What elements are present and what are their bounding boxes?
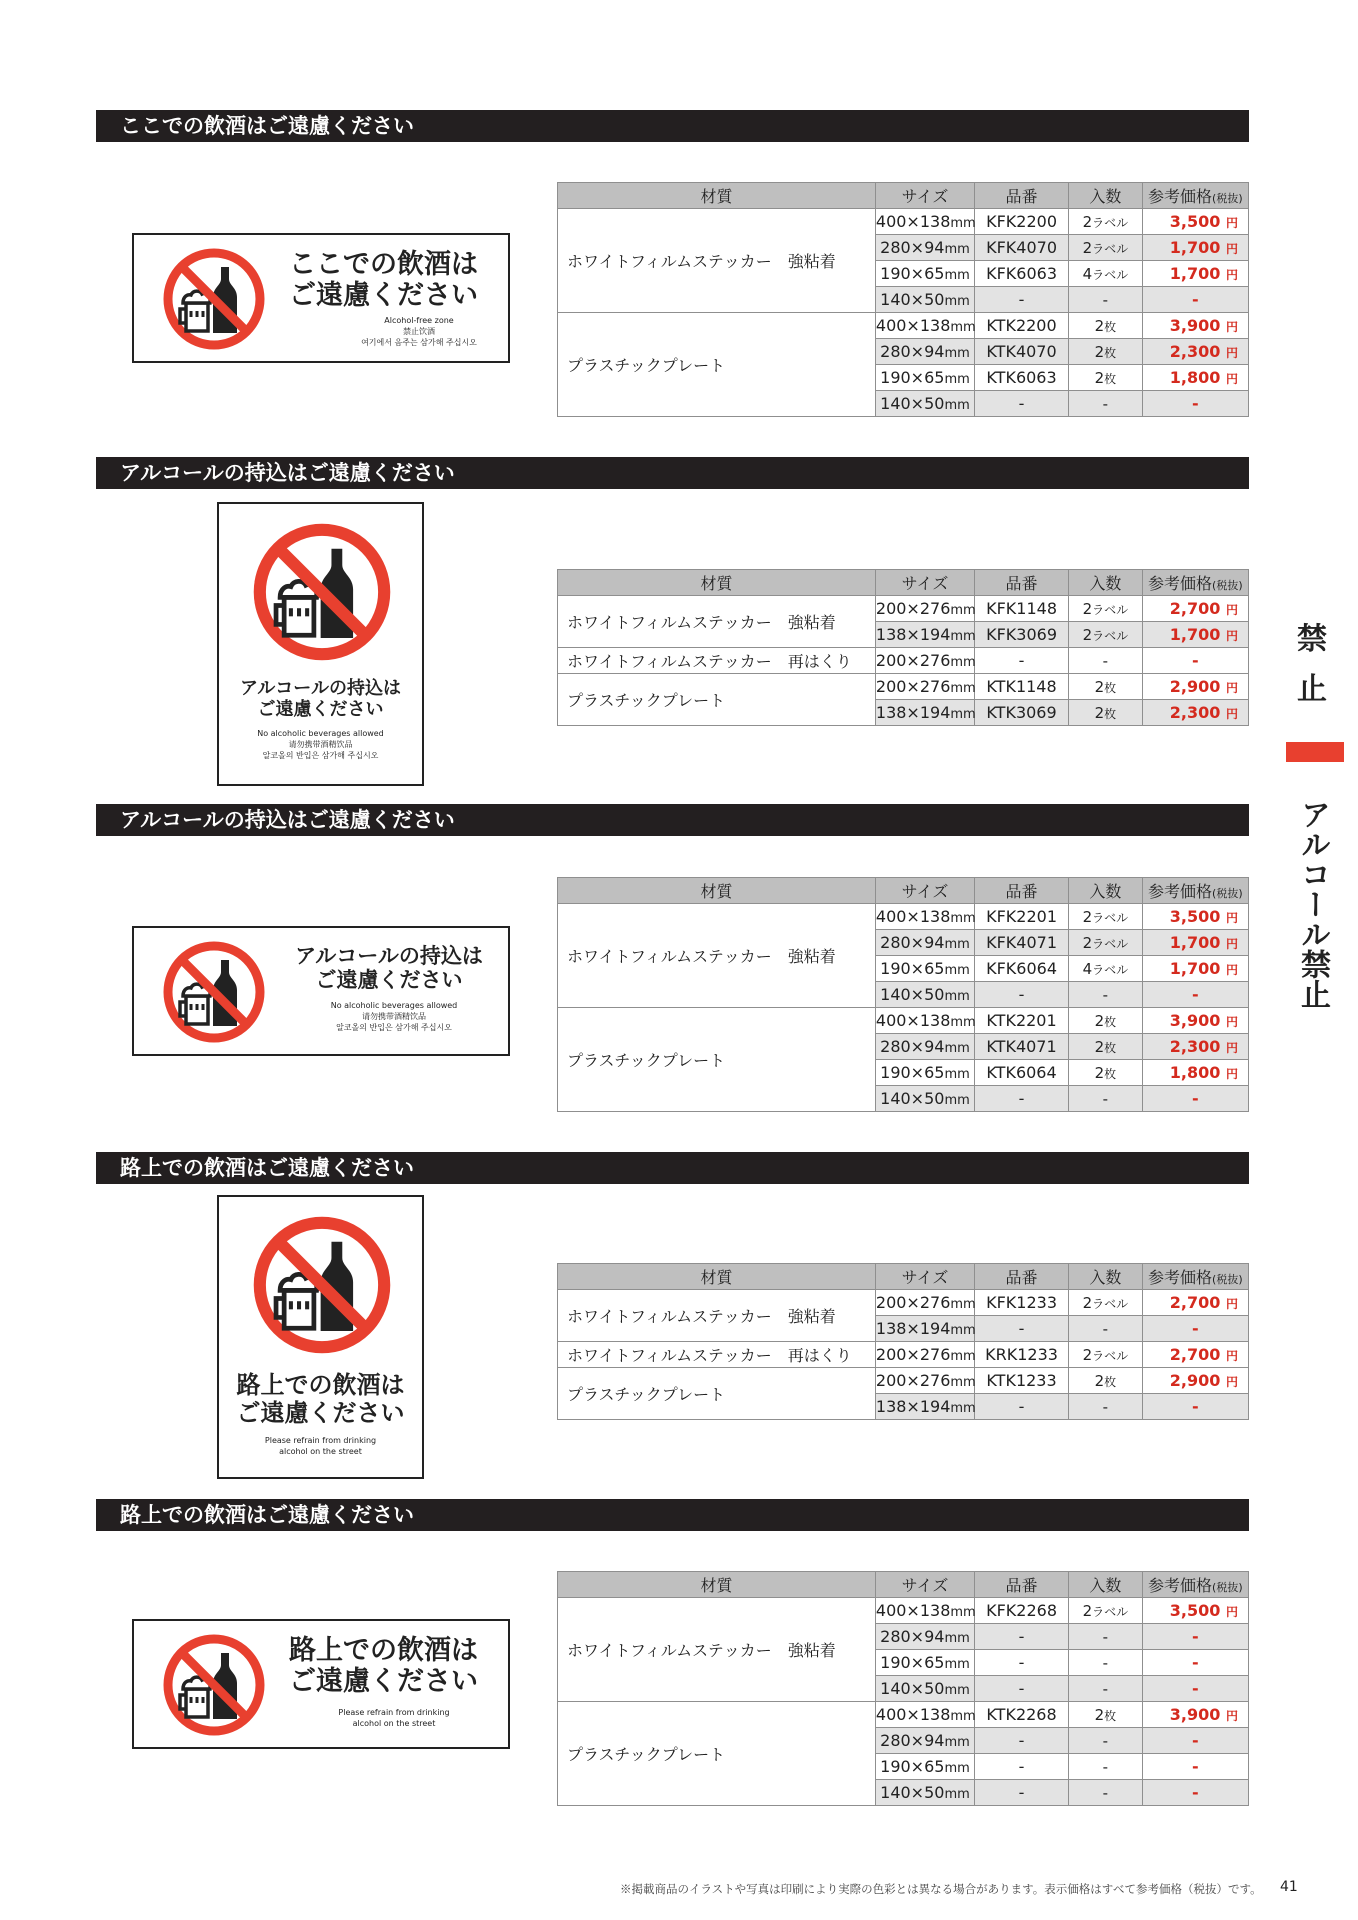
- material-cell: プラスチックプレート: [558, 1368, 876, 1420]
- table-row: [558, 674, 1249, 700]
- size-cell: 138×194mm: [875, 1316, 974, 1342]
- size-cell: 280×94mm: [875, 1624, 974, 1650]
- material-cell: プラスチックプレート: [558, 1702, 876, 1806]
- header-code: 品番: [975, 183, 1069, 209]
- table-row: [558, 209, 1249, 235]
- size-cell: 140×50mm: [875, 287, 974, 313]
- code-cell: KFK2268: [975, 1598, 1069, 1624]
- price-cell: -: [1142, 1754, 1248, 1780]
- qty-cell: -: [1069, 648, 1143, 674]
- table-header-row: [558, 1572, 1249, 1598]
- size-cell: 190×65mm: [875, 1754, 974, 1780]
- qty-cell: 2ラベル: [1069, 235, 1143, 261]
- header-price: 参考価格(税抜): [1142, 570, 1248, 596]
- no-alcohol-icon: [160, 938, 268, 1046]
- section-title-bar: 路上での飲酒はご遠慮ください: [96, 1499, 1249, 1531]
- header-price: 参考価格(税抜): [1142, 1264, 1248, 1290]
- size-cell: 140×50mm: [875, 391, 974, 417]
- qty-cell: -: [1069, 1650, 1143, 1676]
- size-cell: 200×276mm: [875, 1342, 974, 1368]
- code-cell: -: [975, 1394, 1069, 1420]
- size-cell: 138×194mm: [875, 622, 974, 648]
- price-cell: 2,300 円: [1142, 1034, 1248, 1060]
- table-header-row: [558, 570, 1249, 596]
- header-code: 品番: [975, 570, 1069, 596]
- price-cell: 3,500 円: [1142, 904, 1248, 930]
- side-category-label: 禁 止: [1297, 622, 1327, 707]
- code-cell: -: [975, 1780, 1069, 1806]
- header-qty: 入数: [1069, 183, 1143, 209]
- code-cell: KTK2201: [975, 1008, 1069, 1034]
- size-cell: 190×65mm: [875, 365, 974, 391]
- qty-cell: 2枚: [1069, 1702, 1143, 1728]
- code-cell: KFK2201: [975, 904, 1069, 930]
- header-size: サイズ: [875, 878, 974, 904]
- table-row: [558, 648, 1249, 674]
- qty-cell: 2ラベル: [1069, 1290, 1143, 1316]
- qty-cell: -: [1069, 1316, 1143, 1342]
- material-cell: ホワイトフィルムステッカー 再はくり: [558, 1342, 876, 1368]
- beer-mug-shape: [284, 1290, 314, 1328]
- size-cell: 280×94mm: [875, 930, 974, 956]
- size-cell: 190×65mm: [875, 261, 974, 287]
- price-cell: 2,300 円: [1142, 700, 1248, 726]
- size-cell: 400×138mm: [875, 209, 974, 235]
- sign-subtext: No alcoholic beverages allowed 请勿携带酒精饮品 알코올의 반입은 삼가해 주십시오: [257, 729, 384, 761]
- price-cell: 1,700 円: [1142, 622, 1248, 648]
- header-qty: 入数: [1069, 1264, 1143, 1290]
- table-header-row: [558, 183, 1249, 209]
- price-cell: 1,700 円: [1142, 261, 1248, 287]
- size-cell: 140×50mm: [875, 1676, 974, 1702]
- price-cell: -: [1142, 648, 1248, 674]
- header-material: 材質: [558, 570, 876, 596]
- code-cell: KTK2200: [975, 313, 1069, 339]
- sign-title: アルコールの持込は ご遠慮ください: [240, 678, 401, 720]
- code-cell: -: [975, 1754, 1069, 1780]
- qty-cell: -: [1069, 391, 1143, 417]
- qty-cell: 2ラベル: [1069, 1342, 1143, 1368]
- price-cell: 3,900 円: [1142, 313, 1248, 339]
- footnote: ※掲載商品のイラストや写真は印刷により実際の色彩とは異なる場合があります。表示価格はすべて参考価格（税抜）です。: [620, 1882, 1262, 1896]
- side-accent-bar: [1286, 742, 1344, 762]
- price-cell: 3,500 円: [1142, 209, 1248, 235]
- qty-cell: -: [1069, 1394, 1143, 1420]
- price-cell: 1,800 円: [1142, 1060, 1248, 1086]
- code-cell: -: [975, 1650, 1069, 1676]
- size-cell: 400×138mm: [875, 313, 974, 339]
- price-cell: -: [1142, 1316, 1248, 1342]
- material-cell: ホワイトフィルムステッカー 強粘着: [558, 904, 876, 1008]
- code-cell: -: [975, 287, 1069, 313]
- header-price: 参考価格(税抜): [1142, 878, 1248, 904]
- sign-title: 路上での飲酒は ご遠慮ください: [236, 1371, 405, 1427]
- qty-cell: 2ラベル: [1069, 596, 1143, 622]
- beer-mug-shape: [284, 597, 314, 635]
- qty-cell: 2ラベル: [1069, 930, 1143, 956]
- qty-cell: 2枚: [1069, 313, 1143, 339]
- code-cell: KFK4070: [975, 235, 1069, 261]
- code-cell: -: [975, 1086, 1069, 1112]
- header-material: 材質: [558, 183, 876, 209]
- header-size: サイズ: [875, 1572, 974, 1598]
- qty-cell: -: [1069, 982, 1143, 1008]
- code-cell: KTK6064: [975, 1060, 1069, 1086]
- code-cell: KFK3069: [975, 622, 1069, 648]
- qty-cell: 2枚: [1069, 1060, 1143, 1086]
- code-cell: KFK1233: [975, 1290, 1069, 1316]
- price-table: [557, 877, 1249, 1112]
- sign-title: ここでの飲酒は ご遠慮ください: [289, 249, 478, 312]
- size-cell: 400×138mm: [875, 1702, 974, 1728]
- size-cell: 140×50mm: [875, 982, 974, 1008]
- material-cell: ホワイトフィルムステッカー 強粘着: [558, 596, 876, 648]
- code-cell: KFK1148: [975, 596, 1069, 622]
- code-cell: KFK6064: [975, 956, 1069, 982]
- material-cell: プラスチックプレート: [558, 674, 876, 726]
- section-title-bar: アルコールの持込はご遠慮ください: [96, 457, 1249, 489]
- size-cell: 400×138mm: [875, 1598, 974, 1624]
- sign-image-horizontal: [132, 926, 510, 1056]
- price-table: [557, 1571, 1249, 1806]
- size-cell: 280×94mm: [875, 1728, 974, 1754]
- material-cell: ホワイトフィルムステッカー 強粘着: [558, 209, 876, 313]
- table-header-row: [558, 1264, 1249, 1290]
- size-cell: 400×138mm: [875, 1008, 974, 1034]
- qty-cell: -: [1069, 1086, 1143, 1112]
- section-title-bar: アルコールの持込はご遠慮ください: [96, 804, 1249, 836]
- material-cell: ホワイトフィルムステッカー 再はくり: [558, 648, 876, 674]
- table-row: [558, 1702, 1249, 1728]
- code-cell: KFK2200: [975, 209, 1069, 235]
- header-price: 参考価格(税抜): [1142, 183, 1248, 209]
- code-cell: KFK4071: [975, 930, 1069, 956]
- code-cell: -: [975, 391, 1069, 417]
- material-cell: プラスチックプレート: [558, 313, 876, 417]
- header-material: 材質: [558, 1264, 876, 1290]
- price-table: [557, 569, 1249, 726]
- code-cell: KTK2268: [975, 1702, 1069, 1728]
- size-cell: 140×50mm: [875, 1780, 974, 1806]
- price-cell: -: [1142, 1086, 1248, 1112]
- price-cell: -: [1142, 1780, 1248, 1806]
- price-cell: 2,900 円: [1142, 674, 1248, 700]
- table-row: [558, 1008, 1249, 1034]
- header-material: 材質: [558, 1572, 876, 1598]
- qty-cell: -: [1069, 1676, 1143, 1702]
- price-cell: 1,700 円: [1142, 930, 1248, 956]
- price-cell: -: [1142, 287, 1248, 313]
- size-cell: 200×276mm: [875, 1290, 974, 1316]
- qty-cell: -: [1069, 287, 1143, 313]
- code-cell: KTK6063: [975, 365, 1069, 391]
- page-number: 41: [1280, 1879, 1298, 1895]
- code-cell: KFK6063: [975, 261, 1069, 287]
- price-cell: 1,800 円: [1142, 365, 1248, 391]
- size-cell: 190×65mm: [875, 956, 974, 982]
- qty-cell: 4ラベル: [1069, 956, 1143, 982]
- price-cell: 2,700 円: [1142, 1290, 1248, 1316]
- size-cell: 200×276mm: [875, 674, 974, 700]
- header-qty: 入数: [1069, 570, 1143, 596]
- code-cell: KTK3069: [975, 700, 1069, 726]
- sign-subtext: Alcohol-free zone 禁止饮酒 여기에서 음주는 삼가해 주십시오: [361, 316, 477, 348]
- price-table: [557, 1263, 1249, 1420]
- qty-cell: 2ラベル: [1069, 904, 1143, 930]
- size-cell: 280×94mm: [875, 235, 974, 261]
- section-title-bar: ここでの飲酒はご遠慮ください: [96, 110, 1249, 142]
- price-cell: 2,700 円: [1142, 596, 1248, 622]
- table-row: [558, 1368, 1249, 1394]
- material-cell: ホワイトフィルムステッカー 強粘着: [558, 1290, 876, 1342]
- qty-cell: 2ラベル: [1069, 1598, 1143, 1624]
- size-cell: 190×65mm: [875, 1650, 974, 1676]
- price-cell: 3,900 円: [1142, 1008, 1248, 1034]
- price-cell: -: [1142, 1728, 1248, 1754]
- sign-image-vertical: [217, 502, 424, 786]
- sign-subtext: Please refrain from drinking alcohol on the street: [264, 1436, 377, 1457]
- code-cell: -: [975, 1316, 1069, 1342]
- qty-cell: -: [1069, 1754, 1143, 1780]
- qty-cell: 2枚: [1069, 1368, 1143, 1394]
- sign-subtext: No alcoholic beverages allowed 请勿携带酒精饮品 알코올의 반입은 삼가해 주십시오: [330, 1001, 458, 1033]
- header-code: 品番: [975, 878, 1069, 904]
- size-cell: 200×276mm: [875, 1368, 974, 1394]
- material-cell: ホワイトフィルムステッカー 強粘着: [558, 1598, 876, 1702]
- header-material: 材質: [558, 878, 876, 904]
- header-price: 参考価格(税抜): [1142, 1572, 1248, 1598]
- table-row: [558, 904, 1249, 930]
- table-row: [558, 1598, 1249, 1624]
- qty-cell: 2ラベル: [1069, 209, 1143, 235]
- size-cell: 400×138mm: [875, 904, 974, 930]
- size-cell: 200×276mm: [875, 648, 974, 674]
- table-row: [558, 1290, 1249, 1316]
- code-cell: -: [975, 982, 1069, 1008]
- sign-image-vertical: [217, 1195, 424, 1479]
- code-cell: -: [975, 1676, 1069, 1702]
- qty-cell: 2ラベル: [1069, 622, 1143, 648]
- price-cell: -: [1142, 1676, 1248, 1702]
- qty-cell: -: [1069, 1624, 1143, 1650]
- size-cell: 190×65mm: [875, 1060, 974, 1086]
- code-cell: KTK4071: [975, 1034, 1069, 1060]
- size-cell: 200×276mm: [875, 596, 974, 622]
- table-row: [558, 313, 1249, 339]
- table-row: [558, 1342, 1249, 1368]
- sign-title: 路上での飲酒は ご遠慮ください: [289, 1635, 478, 1698]
- code-cell: -: [975, 1624, 1069, 1650]
- price-cell: 1,700 円: [1142, 235, 1248, 261]
- material-cell: プラスチックプレート: [558, 1008, 876, 1112]
- qty-cell: 4ラベル: [1069, 261, 1143, 287]
- sign-image-horizontal: [132, 233, 510, 363]
- sign-title: アルコールの持込は ご遠慮ください: [295, 944, 483, 993]
- price-cell: -: [1142, 1394, 1248, 1420]
- header-size: サイズ: [875, 183, 974, 209]
- header-code: 品番: [975, 1264, 1069, 1290]
- sign-subtext: Please refrain from drinking alcohol on the street: [338, 1708, 450, 1729]
- header-size: サイズ: [875, 1264, 974, 1290]
- qty-cell: 2枚: [1069, 674, 1143, 700]
- price-cell: 3,500 円: [1142, 1598, 1248, 1624]
- price-cell: 2,700 円: [1142, 1342, 1248, 1368]
- size-cell: 138×194mm: [875, 700, 974, 726]
- code-cell: KTK1148: [975, 674, 1069, 700]
- size-cell: 138×194mm: [875, 1394, 974, 1420]
- price-cell: -: [1142, 1624, 1248, 1650]
- qty-cell: 2枚: [1069, 1034, 1143, 1060]
- qty-cell: 2枚: [1069, 339, 1143, 365]
- price-cell: -: [1142, 982, 1248, 1008]
- header-qty: 入数: [1069, 1572, 1143, 1598]
- no-alcohol-icon: [160, 245, 268, 353]
- qty-cell: 2枚: [1069, 1008, 1143, 1034]
- qty-cell: 2枚: [1069, 700, 1143, 726]
- code-cell: -: [975, 648, 1069, 674]
- side-subcategory-label: アルコール禁止: [1295, 799, 1330, 1009]
- header-qty: 入数: [1069, 878, 1143, 904]
- code-cell: KTK4070: [975, 339, 1069, 365]
- table-row: [558, 596, 1249, 622]
- price-cell: 2,300 円: [1142, 339, 1248, 365]
- code-cell: KRK1233: [975, 1342, 1069, 1368]
- price-table: [557, 182, 1249, 417]
- price-cell: -: [1142, 391, 1248, 417]
- no-alcohol-icon: [249, 1212, 395, 1358]
- code-cell: KTK1233: [975, 1368, 1069, 1394]
- price-cell: -: [1142, 1650, 1248, 1676]
- code-cell: -: [975, 1728, 1069, 1754]
- qty-cell: 2枚: [1069, 365, 1143, 391]
- section-title-bar: 路上での飲酒はご遠慮ください: [96, 1152, 1249, 1184]
- size-cell: 280×94mm: [875, 339, 974, 365]
- price-cell: 2,900 円: [1142, 1368, 1248, 1394]
- no-alcohol-icon: [160, 1631, 268, 1739]
- sign-image-horizontal: [132, 1619, 510, 1749]
- header-code: 品番: [975, 1572, 1069, 1598]
- qty-cell: -: [1069, 1728, 1143, 1754]
- price-cell: 3,900 円: [1142, 1702, 1248, 1728]
- no-alcohol-icon: [249, 519, 395, 665]
- size-cell: 140×50mm: [875, 1086, 974, 1112]
- qty-cell: -: [1069, 1780, 1143, 1806]
- size-cell: 280×94mm: [875, 1034, 974, 1060]
- price-cell: 1,700 円: [1142, 956, 1248, 982]
- table-header-row: [558, 878, 1249, 904]
- header-size: サイズ: [875, 570, 974, 596]
